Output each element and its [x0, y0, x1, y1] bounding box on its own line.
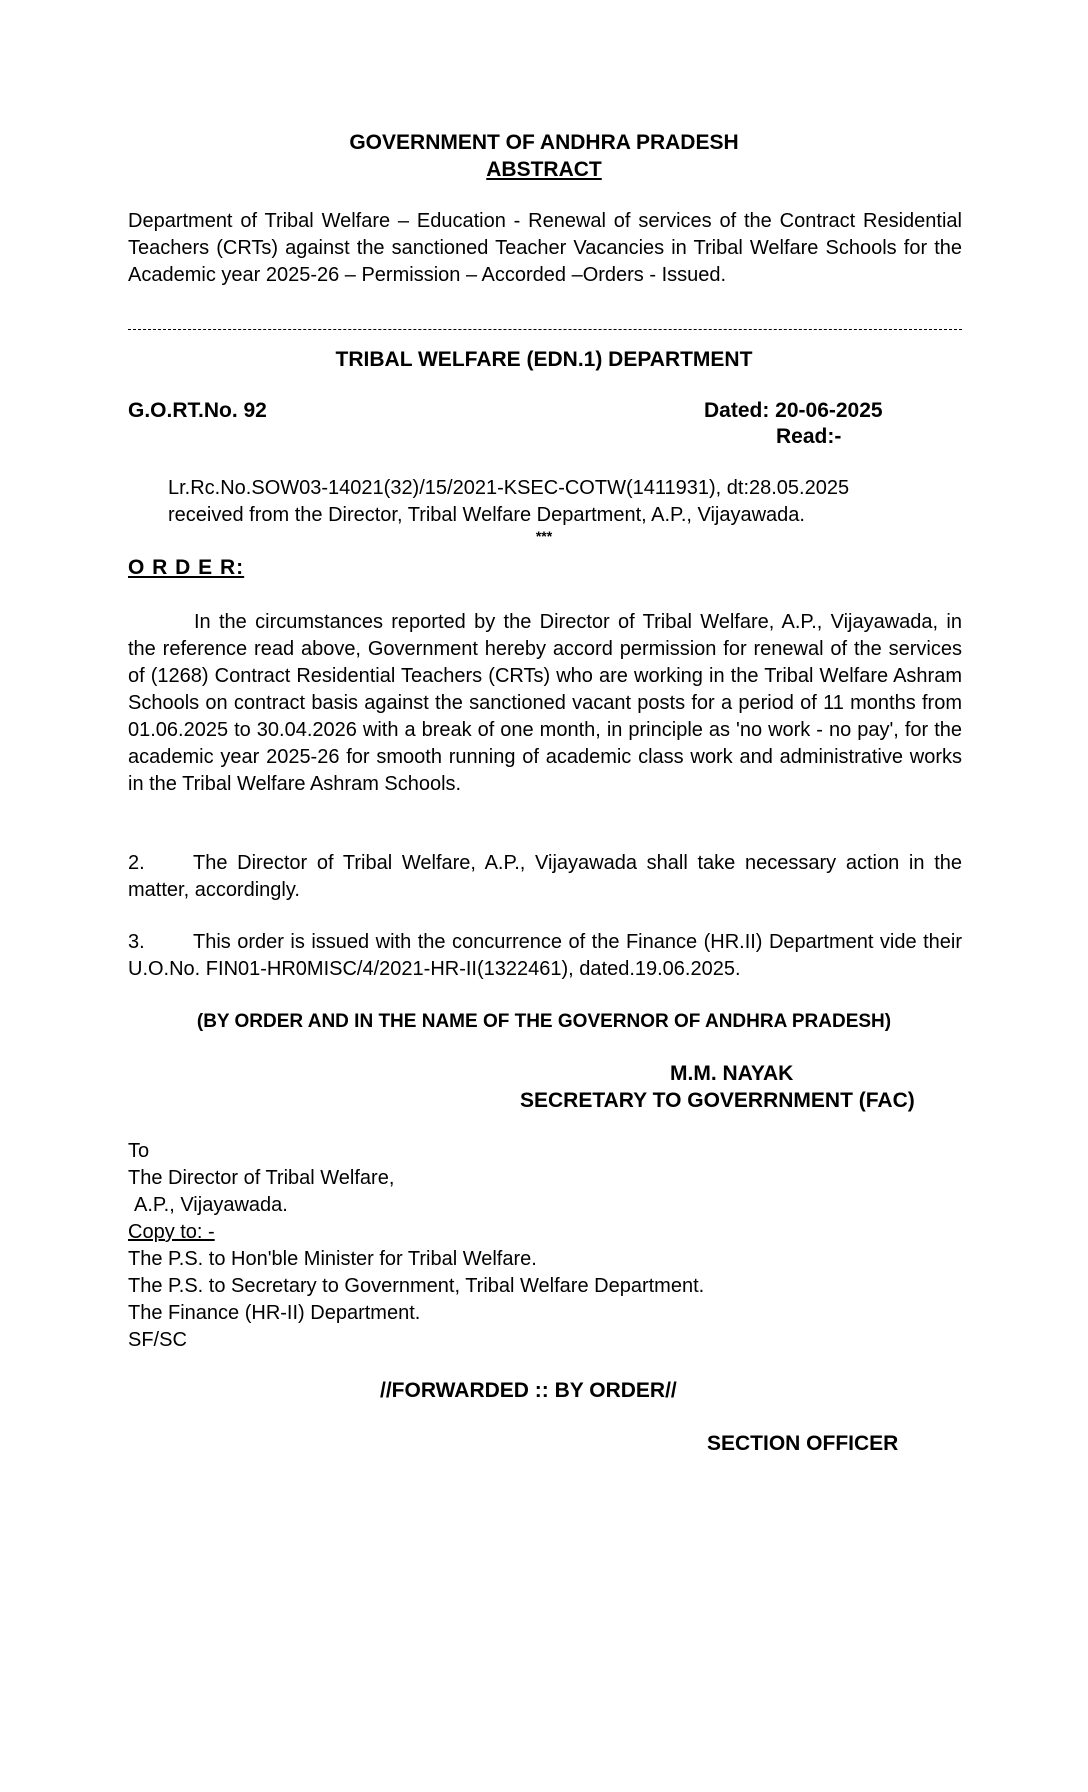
- copy-recipient: The P.S. to Secretary to Government, Tribal Welfare Department.: [128, 1275, 705, 1297]
- signatory-title: SECRETARY TO GOVERRNMENT (FAC): [520, 1089, 915, 1112]
- copy-recipient: The P.S. to Hon'ble Minister for Tribal Welfare.: [128, 1248, 537, 1270]
- dashed-divider: [128, 329, 962, 330]
- order-paragraph-3: [128, 929, 962, 983]
- order-paragraph-3-text: This order is issued with the concurrence of the Finance (HR.II) Department vide their U.O.No. FIN01-HR0MISC/4/2021-HR-II(1322461), dated.19.06.2025.: [128, 931, 962, 980]
- abstract-label: ABSTRACT: [486, 158, 602, 181]
- governor-line: (BY ORDER AND IN THE NAME OF THE GOVERNOR OF ANDHRA PRADESH): [196, 1011, 892, 1032]
- order-paragraph-2: [128, 850, 962, 904]
- go-number: G.O.RT.No. 92: [128, 399, 267, 422]
- go-date: Dated: 20-06-2025: [704, 399, 883, 422]
- separator-stars: ***: [535, 528, 553, 544]
- addressee-line-1: The Director of Tribal Welfare,: [128, 1167, 395, 1189]
- addressee-line-2: A.P., Vijayawada.: [134, 1194, 288, 1216]
- section-officer: SECTION OFFICER: [707, 1432, 899, 1455]
- signatory-name: M.M. NAYAK: [670, 1062, 794, 1085]
- order-paragraph-1: [128, 609, 962, 798]
- to-label: To: [128, 1140, 150, 1162]
- paragraph-number-3: 3.: [128, 931, 145, 953]
- abstract-title: [0, 156, 1088, 183]
- reference-block: [168, 475, 968, 529]
- department-title: TRIBAL WELFARE (EDN.1) DEPARTMENT: [335, 348, 753, 371]
- subject-paragraph: Department of Tribal Welfare – Education - Renewal of services of the Contract Residential Teachers (CRTs) against the sanctioned Teacher Vacancies in Tribal Welfare Schools for the Academic year 2025-26 – Permission – Accorded –Orders - Issued.: [128, 210, 962, 286]
- order-paragraph-1-text: In the circumstances reported by the Director of Tribal Welfare, A.P., Vijayawada, in the reference read above, Government hereby accord permission for renewal of the services of (1268) Contract Residential Teachers (CRTs) who are working in the Tribal Welfare Ashram Schools on contract basis against the sanctioned vacant posts for a period of 11 months from 01.06.2025 to 30.04.2026 with a break of one month, in principle as 'no work - no pay', for the academic year 2025-26 for smooth running of academic class work and administrative works in the Tribal Welfare Ashram Schools.: [128, 611, 962, 795]
- forwarded-line: //FORWARDED :: BY ORDER//: [380, 1379, 677, 1402]
- copy-to-label: [128, 1219, 704, 1246]
- copy-to-text: Copy to: -: [128, 1221, 215, 1243]
- order-paragraph-2-text: The Director of Tribal Welfare, A.P., Vijayawada shall take necessary action in the matter, accordingly.: [128, 852, 962, 901]
- order-heading: O R D E R:: [128, 556, 245, 579]
- copy-recipient: The Finance (HR-II) Department.: [128, 1302, 421, 1324]
- government-title: GOVERNMENT OF ANDHRA PRADESH: [349, 131, 739, 154]
- reference-line-2: received from the Director, Tribal Welfare Department, A.P., Vijayawada.: [168, 504, 805, 526]
- reference-line-1: Lr.Rc.No.SOW03-14021(32)/15/2021-KSEC-COTW(1411931), dt:28.05.2025: [168, 477, 850, 499]
- paragraph-number-2: 2.: [128, 852, 145, 874]
- distribution-list: [128, 1138, 704, 1354]
- read-label: Read:-: [776, 425, 842, 448]
- copy-recipient: SF/SC: [128, 1329, 187, 1351]
